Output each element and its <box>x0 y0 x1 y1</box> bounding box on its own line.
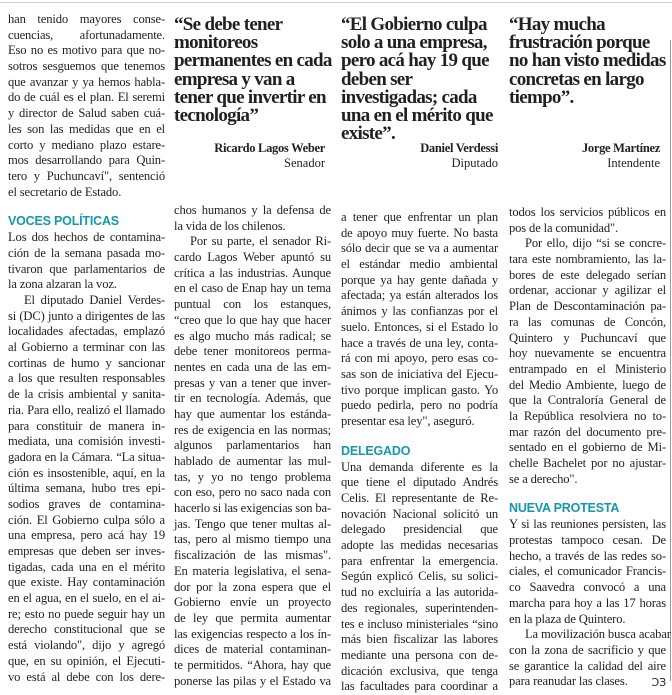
text-line: ordenar, accionar y agilizar el <box>509 283 666 298</box>
paragraph <box>8 230 165 293</box>
text-line: marcha para hoy a las 17 horas <box>509 595 666 610</box>
text-line: protestas tampoco cesan. De <box>509 533 666 548</box>
text-line: mar razón del documento pre- <box>509 424 666 439</box>
text-line: Plan de Descontaminación pa- <box>509 299 666 314</box>
text-line: vo está al debe con los dere- <box>8 669 165 684</box>
text-line: última semana, hubo tres epi- <box>8 481 165 496</box>
paragraph <box>509 517 666 627</box>
text-line: que, en su opinión, el Ejecuti- <box>8 653 165 668</box>
text-line: tas, pero al mismo tiempo una <box>174 532 331 547</box>
text-line: sodios graves de contamina- <box>8 496 165 511</box>
pull-quote-martinez <box>509 16 669 107</box>
text-line: hace a través de una ley, conta- <box>341 335 498 350</box>
text-line: con eso, pero no saco nada con <box>174 485 331 500</box>
paragraph <box>509 236 666 487</box>
text-line: fiscalización de las mismas". <box>174 548 331 563</box>
text-line: cardo Lagos Weber apuntó su <box>174 250 331 265</box>
text-line: con la zona de sacrificio y que <box>509 642 666 657</box>
text-line: ponerse las pilas y el Estado va <box>174 673 331 688</box>
text-line: dicación exclusiva, que tenga <box>341 663 498 678</box>
top-rule <box>0 2 672 3</box>
text-line: la vida de los chilenos. <box>174 218 286 233</box>
text-line: hay que aumentar los estánda- <box>174 406 331 421</box>
text-line: co Saavedra convocó a una <box>509 580 666 595</box>
paragraph <box>8 293 165 685</box>
paragraph <box>341 210 498 430</box>
paragraph <box>341 460 498 695</box>
pull-quote-line: tiempo”. <box>509 86 574 108</box>
text-line: ciales, el comunicador Francis- <box>509 564 666 579</box>
text-line: de la crisis ambiental y sanita- <box>8 387 165 402</box>
text-line: tir en tecnología. Además, que <box>174 391 331 406</box>
text-line: Según explicó Celis, su solici- <box>341 569 498 584</box>
text-line: ción de la semana pasada mo- <box>8 245 165 260</box>
paragraph <box>174 234 331 689</box>
text-line: que la Contraloría General de <box>509 393 666 408</box>
text-line: que tiene el diputado Andrés <box>341 475 498 490</box>
text-line: presas y van a tener que inver- <box>174 375 331 390</box>
section-heading: DELEGADO <box>341 443 411 458</box>
text-line: la zona alzaran la voz. <box>8 277 117 292</box>
pull-quote-line: deben ser <box>341 68 413 90</box>
text-line: mos desarrollando para Quin- <box>8 153 165 168</box>
text-line: te permitidos. “Ahora, hay que <box>174 657 331 672</box>
text-line: se a derecho". <box>509 471 578 486</box>
paragraph <box>8 12 165 200</box>
text-line: Por su parte, el senador Ri- <box>190 234 331 249</box>
pull-quote-line: frustración porque <box>509 32 650 54</box>
text-line: sas son de iniciativa del Ejecu- <box>341 366 498 381</box>
text-line: localidades afectadas, emplazó <box>8 324 165 339</box>
text-line: res de exigencia en las normas; <box>174 422 331 437</box>
text-line: si (DC) junto a dirigentes de las <box>8 308 165 323</box>
text-line: del Medio Ambiente, luego de <box>509 377 666 392</box>
text-line: sentado en el gobierno de Mi- <box>509 440 666 455</box>
text-line: Gobierno envíe un proyecto <box>174 595 331 610</box>
text-line: para reanudar las clases. <box>509 674 628 689</box>
text-line: pos de la comunidad". <box>509 220 619 235</box>
article-column-2 <box>174 203 331 689</box>
paragraph <box>509 205 666 236</box>
text-line: ción es insostenible, aquí, en la <box>8 465 165 480</box>
text-line: sólo decir que se va a aumentar <box>341 241 498 256</box>
text-line: puedo pedirla, pero no podría <box>341 398 498 413</box>
text-line: empresas que deben ser inves- <box>8 544 165 558</box>
text-line: más bien fiscalizar las labores <box>341 632 498 647</box>
article-column-3 <box>341 210 498 695</box>
text-line: al Gobierno a terminar con las <box>8 340 165 355</box>
text-line: sotros sesguemos que tenemos <box>8 59 165 74</box>
text-line: derecho constitucional que se <box>8 622 165 637</box>
text-line: do de cuál es el plan. El seremi <box>8 90 165 105</box>
text-line: “creo que lo que hay que hacer <box>174 312 331 327</box>
text-line: el secretario de Estado. <box>8 184 122 199</box>
text-line: a tener que enfrentar un plan <box>341 210 498 224</box>
text-line: les son las medidas que en el <box>8 121 165 136</box>
text-line: adopte las medidas necesarias <box>341 538 498 553</box>
text-line: en la plaza de Quintero. <box>509 611 626 626</box>
text-line: es algo mucho más radical; se <box>174 328 331 343</box>
quote-author: Jorge Martínez <box>581 141 660 155</box>
text-line: Y si las reuniones persisten, las <box>509 517 666 532</box>
pull-quote-line: concretas en largo <box>509 68 644 90</box>
text-line: suelo. Entonces, si el Estado lo <box>341 319 498 334</box>
text-line: debe tener monitoreos perma- <box>174 344 331 359</box>
text-line: han tenido mayores conse- <box>8 12 165 26</box>
text-line: para constituir de manera in- <box>8 418 165 433</box>
text-line: dor por la zona espera que el <box>174 579 331 594</box>
text-line: la República resolviera no to- <box>509 408 666 423</box>
text-line: jas. Tengo que tener multas al- <box>174 516 331 531</box>
quote-author-role: Diputado <box>451 156 498 170</box>
quote-author: Daniel Verdessi <box>420 141 498 155</box>
text-line: de apoyo muy fuerte. No basta <box>341 225 498 240</box>
text-line: las exigencias respecto a los ín- <box>174 626 331 641</box>
text-line: En materia legislativa, el sena- <box>174 563 331 578</box>
text-line: hoy nuevamente se encuentra <box>509 346 666 361</box>
section-heading: NUEVA PROTESTA <box>509 501 620 516</box>
text-line: para enfrentar la emergencia. <box>341 553 498 568</box>
text-line: porque ya hay gente dañada y <box>341 272 498 287</box>
text-line: hecho, a través de las redes so- <box>509 548 666 563</box>
pull-quote-lagos <box>174 16 334 125</box>
text-line: todos los servicios públicos en <box>509 205 666 219</box>
pull-quote-line: no han visto medidas <box>509 50 666 72</box>
text-line: mediata, una comisión investi- <box>8 434 165 449</box>
quote-attribution-martinez <box>505 141 660 171</box>
pull-quote-line: monitoreos <box>174 32 258 54</box>
text-line: Celis. El representante de Re- <box>341 491 498 505</box>
text-line: puntual con los estanques, <box>174 297 331 312</box>
pull-quote-line: solo a una empresa, <box>341 32 487 54</box>
text-line: tara este nombramiento, las la- <box>509 252 666 267</box>
text-line: y director de Salud saben cuá- <box>8 106 165 121</box>
text-line: tud no excluiría a las autorida- <box>341 585 498 600</box>
text-line: las facultades para coordinar a <box>341 679 498 694</box>
pull-quote-line: “Se debe tener <box>174 14 283 35</box>
quote-author: Ricardo Lagos Weber <box>214 141 325 155</box>
text-line: mediante una persona con de- <box>341 647 498 662</box>
text-line: el estándar medio ambiental <box>341 257 498 272</box>
text-line: que avanzar y ya hemos habla- <box>8 74 165 89</box>
pull-quote-line: tener que invertir en <box>174 86 326 108</box>
pull-quote-verdessi <box>341 16 501 143</box>
text-line: hablado de aumentar las mul- <box>174 454 331 468</box>
pull-quote-line: “El Gobierno culpa <box>341 14 487 35</box>
pull-quote-line: una en el mérito que <box>341 105 493 127</box>
article-column-4 <box>509 205 671 691</box>
text-line: dices de material contaminan- <box>174 642 331 657</box>
paragraph <box>509 627 671 690</box>
text-line: se garantice la calidad del aire <box>509 658 666 673</box>
pull-quote-line: empresa y van a <box>174 68 295 90</box>
text-line: de ley que permita aumentar <box>174 610 331 625</box>
text-line: en el agua, en el suelo, en el ai- <box>8 591 165 606</box>
text-line: des regionales, superintenden- <box>341 600 498 615</box>
text-line: ánimos y las confianzas por el <box>341 304 498 319</box>
section-heading: VOCES POLÍTICAS <box>8 214 119 229</box>
quote-attribution-verdessi <box>343 141 498 171</box>
text-line: novación Nacional solicitó un <box>341 506 498 521</box>
text-line: delegado presidencial que <box>341 522 498 537</box>
text-line: hacerlo si las exigencias son ba- <box>174 501 331 516</box>
text-line: Quintero y Puchuncaví que <box>509 330 666 345</box>
text-line: cuencias, afortunadamente. <box>8 27 165 42</box>
text-line: que existe. Hay contaminación <box>8 575 165 590</box>
text-line: crítica a las industrias. Aunque <box>174 265 331 280</box>
text-line: Una demanda diferente es la <box>341 459 498 474</box>
pull-quote-line: permanentes en cada <box>174 50 332 72</box>
text-line: entrampado en el Ministerio <box>509 361 666 376</box>
text-line: nentes en cada una de las em- <box>174 359 331 374</box>
pull-quote-line: pero acá hay 19 que <box>341 50 489 72</box>
text-line: tes e incluso ministeriales “sino <box>341 616 498 631</box>
end-of-article-icon: ƆЗ <box>651 675 666 689</box>
text-line: está violando", dijo y agregó <box>8 638 165 653</box>
text-line: tigadas, cada una en el mérito <box>8 559 165 574</box>
text-line: tivo porque implican gasto. Yo <box>341 382 498 397</box>
paragraph <box>174 203 331 234</box>
text-line: re; esto no puede seguir hay un <box>8 606 165 621</box>
text-line: algunos parlamentarios han <box>174 438 331 453</box>
text-line: El diputado Daniel Verdes- <box>24 293 165 307</box>
text-line: ra las comunas de Concón, <box>509 314 666 329</box>
text-line: chelle Bachelet por no ajustar- <box>509 456 666 470</box>
text-line: una empresa, pero acá hay 19 <box>8 528 165 543</box>
text-line: afectada; ya están alterados los <box>341 288 498 303</box>
text-line: La movilización busca acabar <box>525 627 671 642</box>
quote-author-role: Senador <box>284 156 325 170</box>
column-rule <box>670 40 671 681</box>
text-line: bores de este delegado serían <box>509 267 666 282</box>
text-line: presentar esa ley", aseguró. <box>341 413 475 428</box>
text-line: gadora en la Cámara. “La situa- <box>8 449 165 464</box>
text-line: tas, y yo no tengo problema <box>174 469 331 484</box>
text-line: a los que resulten responsables <box>8 371 165 386</box>
text-line: tivaron que parlamentarios de <box>8 261 165 276</box>
text-line: corto y mediano plazo estare- <box>8 137 165 152</box>
text-line: cortinas de humo y sancionar <box>8 355 165 370</box>
pull-quote-line: existe”. <box>341 123 396 145</box>
pull-quote-line: investigadas; cada <box>341 86 477 108</box>
pull-quote-line: “Hay mucha <box>509 14 605 35</box>
text-line: en el caso de Enap hay un tema <box>174 281 331 296</box>
pull-quote-line: tecnología” <box>174 105 259 127</box>
text-line: chos humanos y la defensa de <box>174 203 331 217</box>
text-line: ción. El Gobierno culpa sólo a <box>8 512 165 527</box>
text-line: Eso no es motivo para que no- <box>8 43 165 58</box>
quote-attribution-lagos <box>170 141 325 171</box>
text-line: Por ello, dijo “si se concre- <box>525 236 666 251</box>
text-line: Los dos hechos de contamina- <box>8 230 165 245</box>
article-column-1 <box>8 12 165 685</box>
text-line: tero y Puchuncaví", sentenció <box>8 168 165 183</box>
text-line: rá con mi apoyo, pero esas co- <box>341 351 498 366</box>
text-line: ria. Para ello, realizó el llamado <box>8 402 165 417</box>
quote-author-role: Intendente <box>607 156 660 170</box>
